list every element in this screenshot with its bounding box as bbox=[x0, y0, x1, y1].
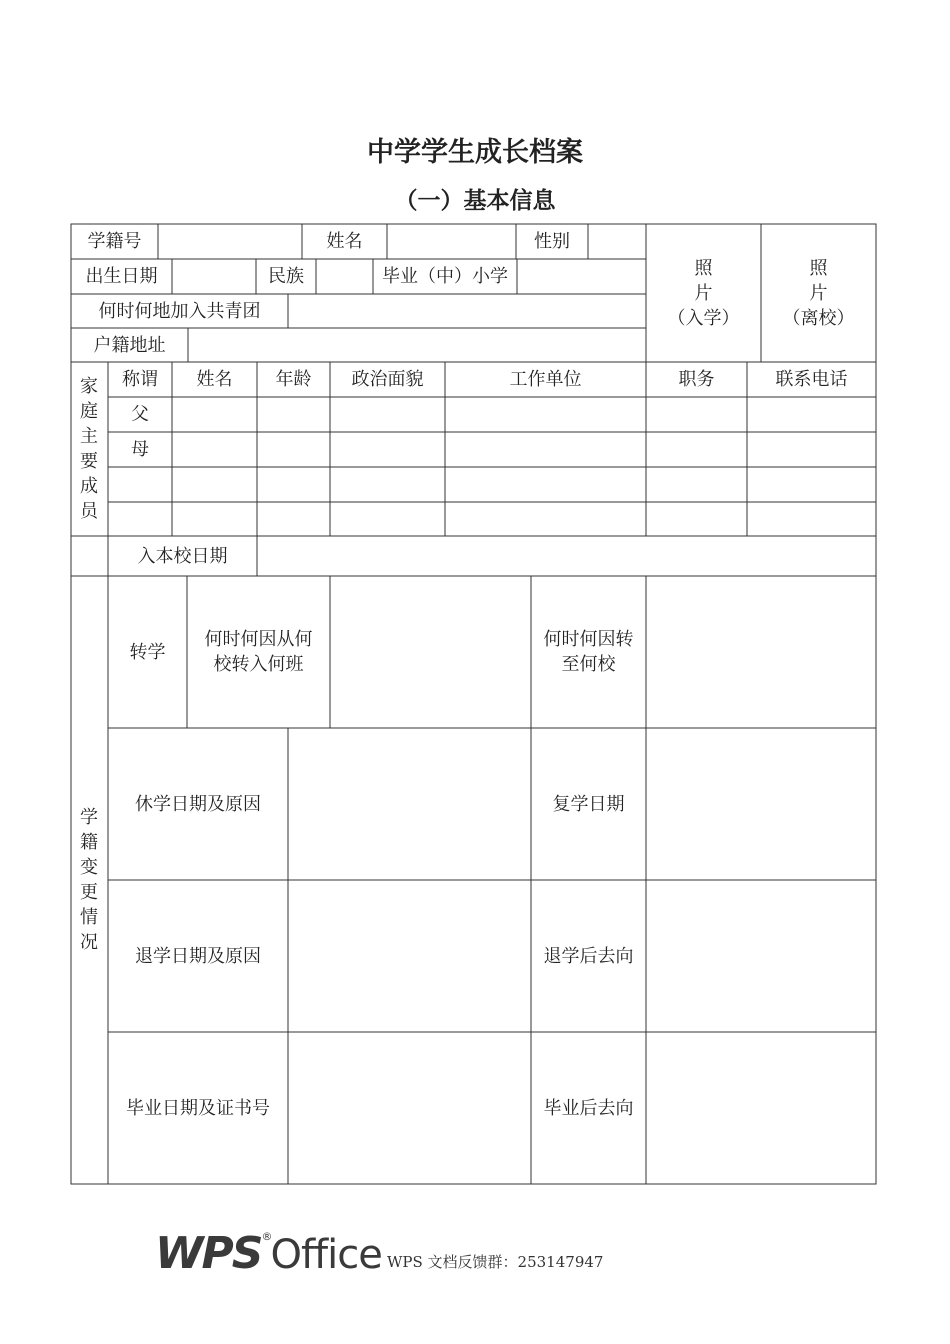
family-row-mother: 母 bbox=[131, 439, 149, 460]
feedback-group-text: WPS 文档反馈群：253147947 bbox=[387, 1253, 604, 1271]
photo-entry-box[interactable]: 照 片 （入学） bbox=[667, 257, 740, 329]
withdraw-field[interactable] bbox=[288, 880, 531, 1032]
suspend-field[interactable] bbox=[288, 728, 531, 880]
graduate-field[interactable] bbox=[288, 1032, 531, 1184]
family-row-father: 父 bbox=[131, 404, 149, 425]
status-change-section-label: 学籍变更情况 bbox=[80, 807, 98, 953]
graduate-label: 毕业日期及证书号 bbox=[126, 1097, 270, 1119]
withdraw-label: 退学日期及原因 bbox=[135, 945, 261, 967]
withdraw-destination-label: 退学后去向 bbox=[543, 945, 634, 967]
photo-leave-box[interactable]: 照 片 （离校） bbox=[782, 257, 855, 329]
gender-field[interactable] bbox=[588, 224, 646, 259]
family-header-name: 姓名 bbox=[196, 369, 233, 390]
resume-label: 复学日期 bbox=[552, 793, 625, 815]
wps-office-logo: WPS®Office bbox=[155, 1228, 382, 1279]
family-header-age: 年龄 bbox=[275, 369, 312, 390]
transfer-in-label: 何时何因从何 校转入何班 bbox=[204, 629, 313, 675]
transfer-label: 转学 bbox=[129, 641, 166, 663]
graduated-primary-field[interactable] bbox=[517, 259, 646, 294]
birth-date-field[interactable] bbox=[172, 259, 256, 294]
league-join-label: 何时何地加入共青团 bbox=[98, 300, 261, 322]
family-members-table-body[interactable] bbox=[172, 397, 876, 536]
gender-label: 性别 bbox=[534, 231, 570, 252]
league-join-field[interactable] bbox=[288, 294, 646, 328]
name-label: 姓名 bbox=[326, 231, 363, 252]
household-address-field[interactable] bbox=[188, 328, 646, 362]
graduate-destination-field[interactable] bbox=[646, 1032, 876, 1184]
graduated-primary-label: 毕业（中）小学 bbox=[382, 266, 508, 287]
family-section-label: 家庭主要成员 bbox=[80, 376, 98, 522]
family-header-relation: 称谓 bbox=[122, 369, 158, 390]
ethnicity-label: 民族 bbox=[268, 266, 304, 287]
transfer-out-label: 何时何因转 至何校 bbox=[543, 629, 634, 675]
suspend-label: 休学日期及原因 bbox=[135, 793, 261, 815]
family-header-phone: 联系电话 bbox=[775, 369, 848, 390]
graduate-destination-label: 毕业后去向 bbox=[543, 1097, 634, 1119]
name-field[interactable] bbox=[387, 224, 516, 259]
resume-field[interactable] bbox=[646, 728, 876, 880]
enroll-date-label: 入本校日期 bbox=[137, 545, 228, 567]
transfer-in-field[interactable] bbox=[330, 576, 531, 728]
family-header-political-status: 政治面貌 bbox=[351, 369, 424, 390]
transfer-out-field[interactable] bbox=[646, 576, 876, 728]
footer bbox=[155, 1222, 675, 1282]
enroll-date-field[interactable] bbox=[257, 536, 876, 576]
birth-date-label: 出生日期 bbox=[85, 266, 158, 287]
student-id-field[interactable] bbox=[158, 224, 302, 259]
ethnicity-field[interactable] bbox=[316, 259, 373, 294]
family-header-position: 职务 bbox=[678, 369, 715, 390]
withdraw-destination-field[interactable] bbox=[646, 880, 876, 1032]
page-title: 中学学生成长档案 bbox=[367, 137, 583, 168]
section-subtitle: （一）基本信息 bbox=[394, 188, 556, 214]
household-address-label: 户籍地址 bbox=[93, 334, 166, 356]
family-header-employer: 工作单位 bbox=[509, 369, 582, 390]
student-id-label: 学籍号 bbox=[87, 231, 142, 252]
